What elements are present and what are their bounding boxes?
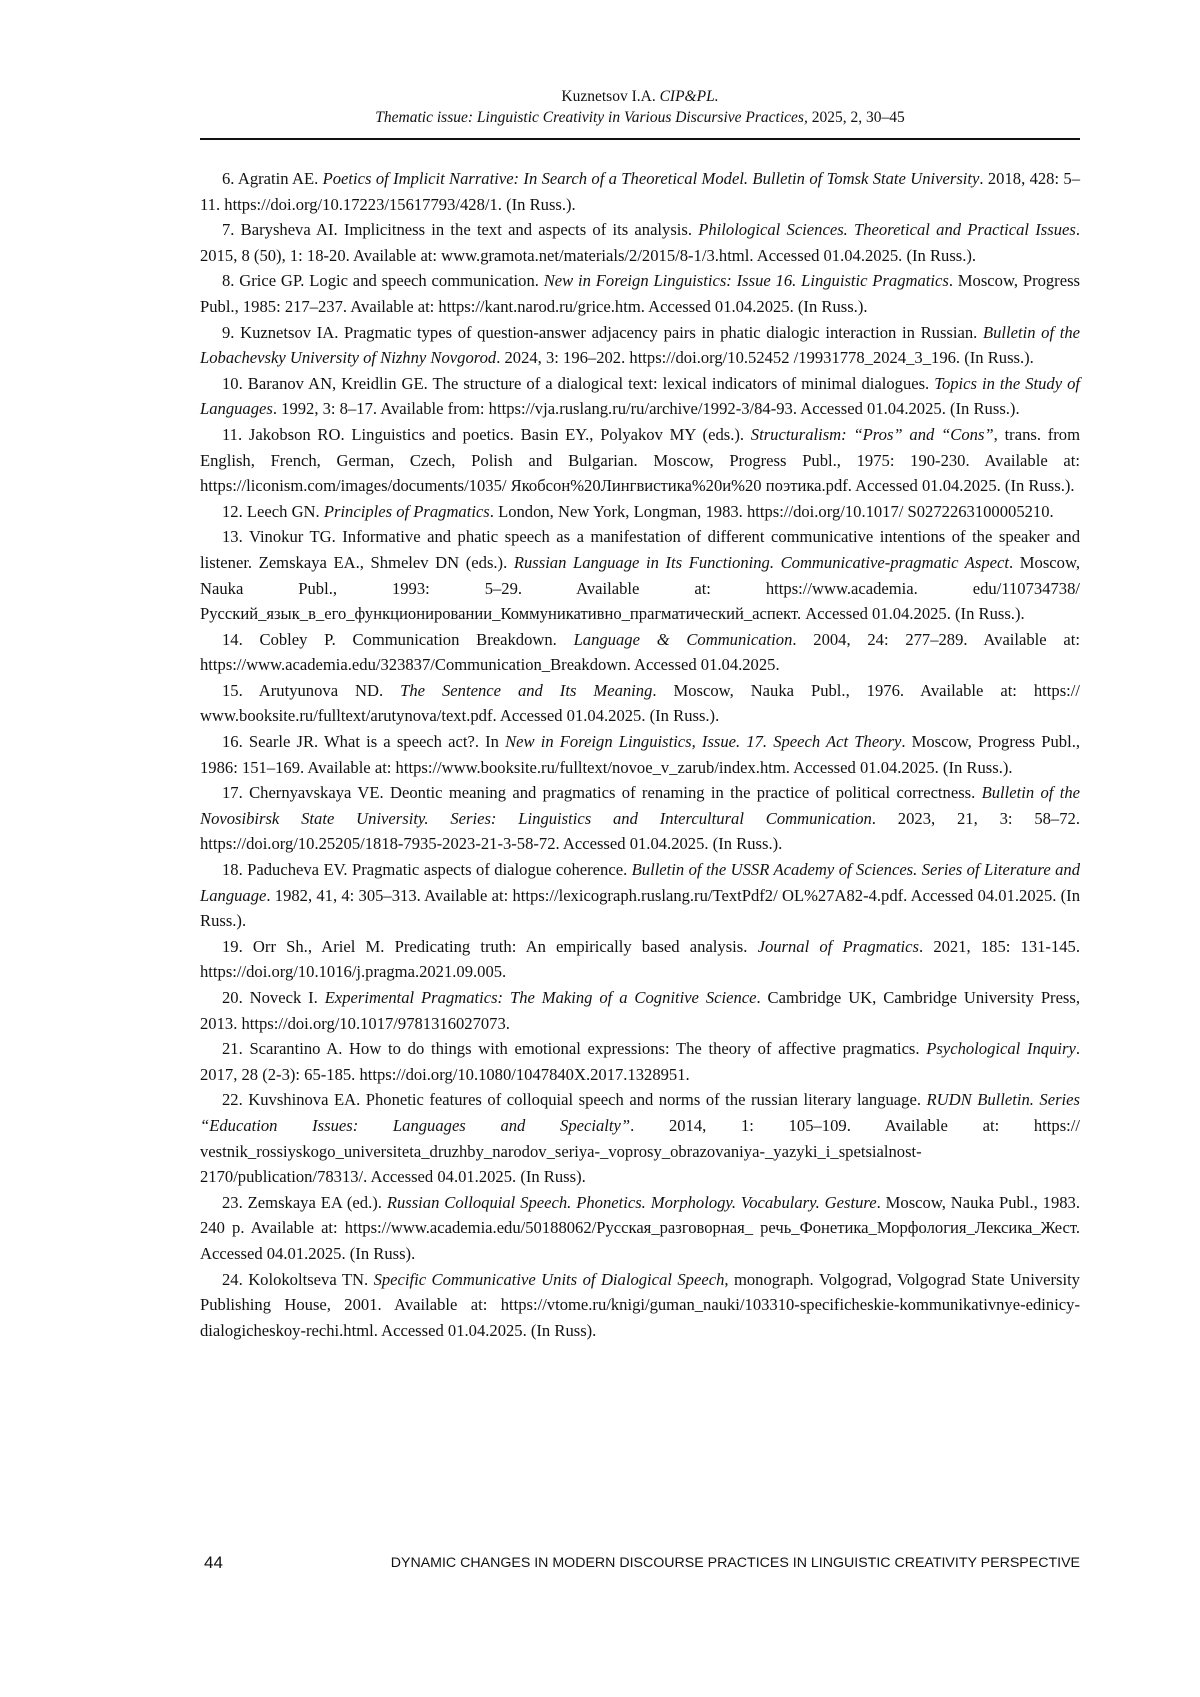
reference-text: . 2014, 1: 105–109. Available at: https:// vestnik_rossiyskogo_universiteta_druzhby_narodov_seriya-_voprosy_obrazovaniya-_yazyki_i_spetsialnost-2170/publication/78313/. Accessed 04.01.2025. (In Russ).: [200, 1115, 1080, 1187]
reference-text: 20. Noveck I.: [222, 988, 325, 1007]
reference-text: . 2018, 428: 5–11. https://doi.org/10.17223/15617793/428/1. (In Russ.).: [200, 169, 1081, 214]
reference-text: . Moscow, Progress Publ., 1985: 217–237. Available at: https://kant.narod.ru/grice.htm. Accessed 01.04.2025. (In Russ.).: [200, 271, 1080, 316]
reference-title: New in Foreign Linguistics: Issue 16. Linguistic Pragmatics: [543, 271, 949, 291]
reference-title: Specific Communicative Units of Dialogical Speech: [373, 1269, 725, 1289]
header-issue-line: [200, 107, 1080, 128]
reference-title: Principles of Pragmatics: [323, 501, 490, 521]
reference-text: 15. Arutyunova ND.: [222, 680, 401, 700]
page-header: [200, 86, 1080, 128]
reference-text: . Moscow, Nauka Publ., 1983. 240 p. Available at: https://www.academia.edu/50188062/Русская_разговорная_ речь_Фонетика_Морфология_Лексика_Жест. Accessed 04.01.2025. (In Russ).: [200, 1192, 1080, 1263]
reference-text: 8. Grice GP. Logic and speech communication.: [222, 271, 544, 291]
reference-item: [200, 166, 1080, 217]
reference-title: Experimental Pragmatics: The Making of a Cognitive Science: [324, 988, 757, 1007]
header-author-line: [200, 86, 1080, 107]
reference-item: [200, 627, 1080, 678]
reference-title: Bulletin of the USSR Academy of Sciences. Series of Literature and Language: [200, 860, 1080, 905]
page-number: 44: [204, 1553, 223, 1572]
reference-title: Bulletin of the Lobachevsky University of Nizhny Novgorod: [200, 322, 1080, 368]
reference-item: [200, 371, 1080, 422]
reference-text: , trans. from English, French, German, Czech, Polish and Bulgarian. Moscow, Progress Publ., 1975: 190-230. Available at: https://liconism.com/images/documents/1035/ Якобсон%20Лингвистика%20и%20 поэтика.pdf. Accessed 01.04.2025. (In Russ.).: [200, 424, 1081, 496]
header-divider: [200, 138, 1080, 140]
reference-text: . London, New York, Longman, 1983. https://doi.org/10.1017/ S0272263100005210.: [489, 501, 1054, 521]
reference-item: [200, 780, 1080, 857]
reference-item: [200, 1087, 1080, 1189]
reference-title: Psychological Inquiry: [926, 1039, 1076, 1059]
reference-text: 16. Searle JR. What is a speech act?. In: [222, 732, 506, 752]
reference-text: . 2004, 24: 277–289. Available at: https://www.academia.edu/323837/Communication_Breakdown. Accessed 01.04.2025.: [200, 629, 1081, 675]
reference-text: . 2023, 21, 3: 58–72. https://doi.org/10.25205/1818-7935-2023-21-3-58-72. Accessed 01.04.2025. (In Russ.).: [200, 808, 1080, 854]
reference-item: [200, 857, 1080, 934]
reference-title: Russian Language in Its Functioning. Communicative-pragmatic Aspect: [513, 552, 1010, 572]
reference-title: Poetics of Implicit Narrative: In Search of a Theoretical Model. Bulletin of Tomsk State University: [322, 169, 980, 188]
reference-title: Topics in the Study of Languages: [200, 373, 1080, 419]
reference-text: . 2024, 3: 196–202. https://doi.org/10.52452 /19931778_2024_3_196. (In Russ.).: [496, 348, 1034, 368]
reference-text: . 2021, 185: 131-145. https://doi.org/10.1016/j.pragma.2021.09.005.: [200, 936, 1081, 982]
page-footer: [200, 1553, 1080, 1579]
reference-item: [200, 1036, 1080, 1087]
reference-text: . Moscow, Nauka Publ., 1976. Available at: https:// www.booksite.ru/fulltext/arutynova/text.pdf. Accessed 01.04.2025. (In Russ.).: [200, 680, 1080, 726]
reference-title: New in Foreign Linguistics, Issue. 17. Speech Act Theory: [505, 732, 902, 752]
header-issue-title: Thematic issue: Linguistic Creativity in Various Discursive Practices,: [375, 109, 808, 126]
reference-text: 11. Jakobson RO. Linguistics and poetics. Basin EY., Polyakov MY (eds.).: [222, 424, 751, 444]
reference-item: [200, 320, 1080, 371]
reference-item: [200, 729, 1080, 780]
reference-title: Philological Sciences. Theoretical and Practical Issues: [698, 220, 1076, 240]
reference-text: 17. Chernyavskaya VE. Deontic meaning and pragmatics of renaming in the practice of political correctness.: [222, 783, 982, 803]
reference-item: [200, 678, 1080, 729]
reference-item: [200, 524, 1080, 626]
reference-item: [200, 1267, 1080, 1344]
running-title: DYNAMIC CHANGES IN MODERN DISCOURSE PRACTICES IN LINGUISTIC CREATIVITY PERSPECTIVE: [390, 1555, 1080, 1571]
reference-item: [200, 1190, 1080, 1267]
reference-item: [200, 985, 1080, 1036]
reference-text: 10. Baranov AN, Kreidlin GE. The structure of a dialogical text: lexical indicators of minimal dialogues.: [222, 373, 935, 393]
reference-title: Structuralism: “Pros” and “Cons”: [750, 424, 994, 444]
reference-item: [200, 422, 1080, 499]
reference-text: 7. Barysheva AI. Implicitness in the text and aspects of its analysis.: [222, 220, 699, 240]
reference-text: . 2015, 8 (50), 1: 18-20. Available at: www.gramota.net/materials/2/2015/8-1/3.html. Accessed 01.04.2025. (In Russ.).: [200, 220, 1080, 265]
reference-text: 6. Agratin AE.: [222, 169, 323, 188]
reference-title: Journal of Pragmatics: [757, 936, 919, 956]
reference-item: [200, 217, 1080, 268]
reference-text: 24. Kolokoltseva TN.: [222, 1269, 374, 1289]
header-issue-details: 2025, 2, 30–45: [807, 109, 905, 126]
reference-text: 18. Paducheva EV. Pragmatic aspects of dialogue coherence.: [222, 860, 632, 880]
reference-text: . Cambridge UK, Cambridge University Press, 2013. https://doi.org/10.1017/9781316027073.: [200, 988, 1080, 1033]
reference-item: [200, 268, 1080, 319]
reference-text: . 1992, 3: 8–17. Available from: https://vja.ruslang.ru/ru/archive/1992-3/84-93. Accessed 01.04.2025. (In Russ.).: [272, 399, 1020, 419]
reference-text: , monograph. Volgograd, Volgograd State University Publishing House, 2001. Available at: https://vtome.ru/knigi/guman_nauki/103310-specificheskie-kommunikativnye-edinicy-dialogicheskoy-rechi.html. Accessed 01.04.2025. (In Russ).: [200, 1269, 1080, 1340]
header-journal: CIP&PL.: [659, 88, 719, 105]
reference-text: . 1982, 41, 4: 305–313. Available at: https://lexicograph.ruslang.ru/TextPdf2/ OL%27A82-4.pdf. Accessed 04.01.2025. (In Russ.).: [200, 885, 1080, 931]
reference-text: . Moscow, Progress Publ., 1986: 151–169. Available at: https://www.booksite.ru/fulltext/novoe_v_zarub/index.htm. Accessed 01.04.2025. (In Russ.).: [200, 732, 1081, 777]
reference-text: 12. Leech GN.: [222, 501, 324, 521]
reference-title: RUDN Bulletin. Series “Education Issues: Languages and Specialty”: [200, 1090, 1080, 1135]
header-author: Kuznetsov I.A.: [561, 88, 660, 105]
reference-text: 14. Cobley P. Communication Breakdown.: [222, 629, 574, 649]
reference-text: . 2017, 28 (2-3): 65-185. https://doi.org/10.1080/1047840X.2017.1328951.: [200, 1039, 1080, 1084]
reference-text: 13. Vinokur TG. Informative and phatic speech as a manifestation of different communicative intentions of the speaker and listener. Zemskaya EA., Shmelev DN (eds.).: [200, 527, 1080, 572]
reference-title: Bulletin of the Novosibirsk State University. Series: Linguistics and Intercultural Communication: [200, 783, 1080, 828]
reference-text: 9. Kuznetsov IA. Pragmatic types of question-answer adjacency pairs in phatic dialogic interaction in Russian.: [222, 322, 983, 342]
reference-text: 22. Kuvshinova EA. Phonetic features of colloquial speech and norms of the russian literary language.: [222, 1090, 927, 1110]
reference-text: 23. Zemskaya EA (ed.).: [222, 1192, 387, 1212]
reference-list: [200, 166, 1080, 1343]
reference-text: 21. Scarantino A. How to do things with emotional expressions: The theory of affective pragmatics.: [222, 1039, 927, 1059]
reference-item: [200, 499, 1080, 525]
reference-title: Language & Communication: [573, 629, 793, 649]
reference-item: [200, 934, 1080, 985]
reference-title: The Sentence and Its Meaning: [400, 680, 653, 700]
reference-text: . Moscow, Nauka Publ., 1993: 5–29. Available at: https://www.academia. edu/110734738/Русский_язык_в_его_функционировании_Коммуникативно_прагматический_аспект. Accessed 01.04.2025. (In Russ.).: [200, 552, 1080, 624]
reference-title: Russian Colloquial Speech. Phonetics. Morphology. Vocabulary. Gesture: [386, 1192, 877, 1212]
reference-text: 19. Orr Sh., Ariel M. Predicating truth: An empirically based analysis.: [222, 936, 758, 956]
